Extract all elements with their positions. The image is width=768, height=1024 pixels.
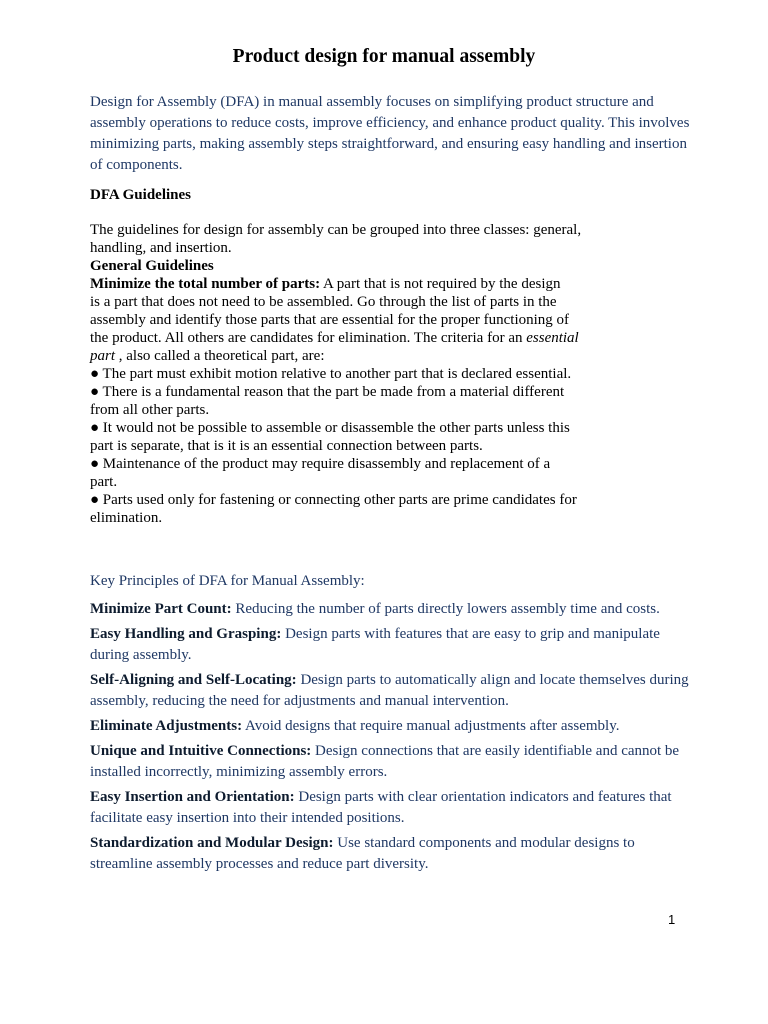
principle-text: Design connections that are easily identifiable and cannot be installed incorrectly, minimizing assembly errors. <box>90 743 680 780</box>
principle-item <box>90 670 690 712</box>
principle-lead: Self-Aligning and Self-Locating: <box>90 672 297 688</box>
principle-item <box>90 599 690 620</box>
principle-lead: Eliminate Adjustments: <box>90 718 243 734</box>
general-guidelines-label: General Guidelines <box>90 258 214 274</box>
minimize-parts-text: A part that is not required by the design <box>320 276 561 292</box>
principle-text: Design parts with features that are easy to grip and manipulate during assembly. <box>90 626 660 663</box>
bullet-item-continued: from all other parts. <box>90 402 210 418</box>
guidelines-text-line <box>90 329 600 347</box>
principle-text: Avoid designs that require manual adjustments after assembly. <box>242 718 620 734</box>
intro-paragraph: Design for Assembly (DFA) in manual assembly focuses on simplifying product structure and assembly operations to reduce costs, improve efficiency, and enhance product quality. This involves minimizing parts, making assembly steps straightforward, and ensuring easy handling and insertion of components. <box>90 94 690 173</box>
document-title: Product design for manual assembly <box>232 46 536 67</box>
principle-lead: Unique and Intuitive Connections: <box>90 743 312 759</box>
principle-lead: Easy Handling and Grasping: <box>90 626 282 642</box>
theoretical-part-text: , also called a theoretical part, are: <box>115 348 325 364</box>
principle-text: Use standard components and modular designs to streamline assembly processes and reduce part diversity. <box>90 835 635 872</box>
bullet-item: ● Parts used only for fastening or connecting other parts are prime candidates for <box>90 492 577 508</box>
principle-lead: Easy Insertion and Orientation: <box>90 789 295 805</box>
part-term: part <box>90 348 116 364</box>
guidelines-text-line <box>90 347 600 365</box>
essential-term: essential <box>526 330 579 346</box>
principle-text: Design parts with clear orientation indicators and features that facilitate easy insertion into their intended positions. <box>90 789 672 826</box>
general-guidelines-heading <box>90 257 600 275</box>
minimize-parts-line <box>90 275 600 293</box>
page-number: 1 <box>668 912 676 927</box>
principles-list <box>90 599 690 879</box>
dfa-guidelines-heading: DFA Guidelines <box>90 187 191 203</box>
bullet-item-continued: part. <box>90 474 118 490</box>
principle-lead: Minimize Part Count: <box>90 601 232 617</box>
key-principles-heading: Key Principles of DFA for Manual Assembly: <box>90 573 365 589</box>
bullet-item: ● It would not be possible to assemble or disassemble the other parts unless this <box>90 420 570 436</box>
bullet-item: ● There is a fundamental reason that the part be made from a material different <box>90 384 565 400</box>
guidelines-intro-line: The guidelines for design for assembly can be grouped into three classes: general, <box>90 222 582 238</box>
principle-item <box>90 624 690 666</box>
principle-item <box>90 716 690 737</box>
principle-text: Design parts to automatically align and locate themselves during assembly, reducing the need for adjustments and manual intervention. <box>90 672 689 709</box>
guidelines-block <box>90 221 600 527</box>
criteria-text: the product. All others are candidates for elimination. The criteria for an <box>90 330 527 346</box>
principle-lead: Standardization and Modular Design: <box>90 835 334 851</box>
bullet-item-continued: part is separate, that is it is an essential connection between parts. <box>90 438 483 454</box>
minimize-parts-lead: Minimize the total number of parts: <box>90 276 321 292</box>
principle-text: Reducing the number of parts directly lowers assembly time and costs. <box>231 601 660 617</box>
principle-item <box>90 787 690 829</box>
principle-item <box>90 741 690 783</box>
bullet-item: ● The part must exhibit motion relative to another part that is declared essential. <box>90 366 572 382</box>
guidelines-text-line: assembly and identify those parts that are essential for the proper functioning of <box>90 312 570 328</box>
guidelines-intro-line: handling, and insertion. <box>90 240 232 256</box>
bullet-item-continued: elimination. <box>90 510 163 526</box>
guidelines-text-line: is a part that does not need to be assembled. Go through the list of parts in the <box>90 294 557 310</box>
bullet-item: ● Maintenance of the product may require disassembly and replacement of a <box>90 456 551 472</box>
principle-item <box>90 833 690 875</box>
